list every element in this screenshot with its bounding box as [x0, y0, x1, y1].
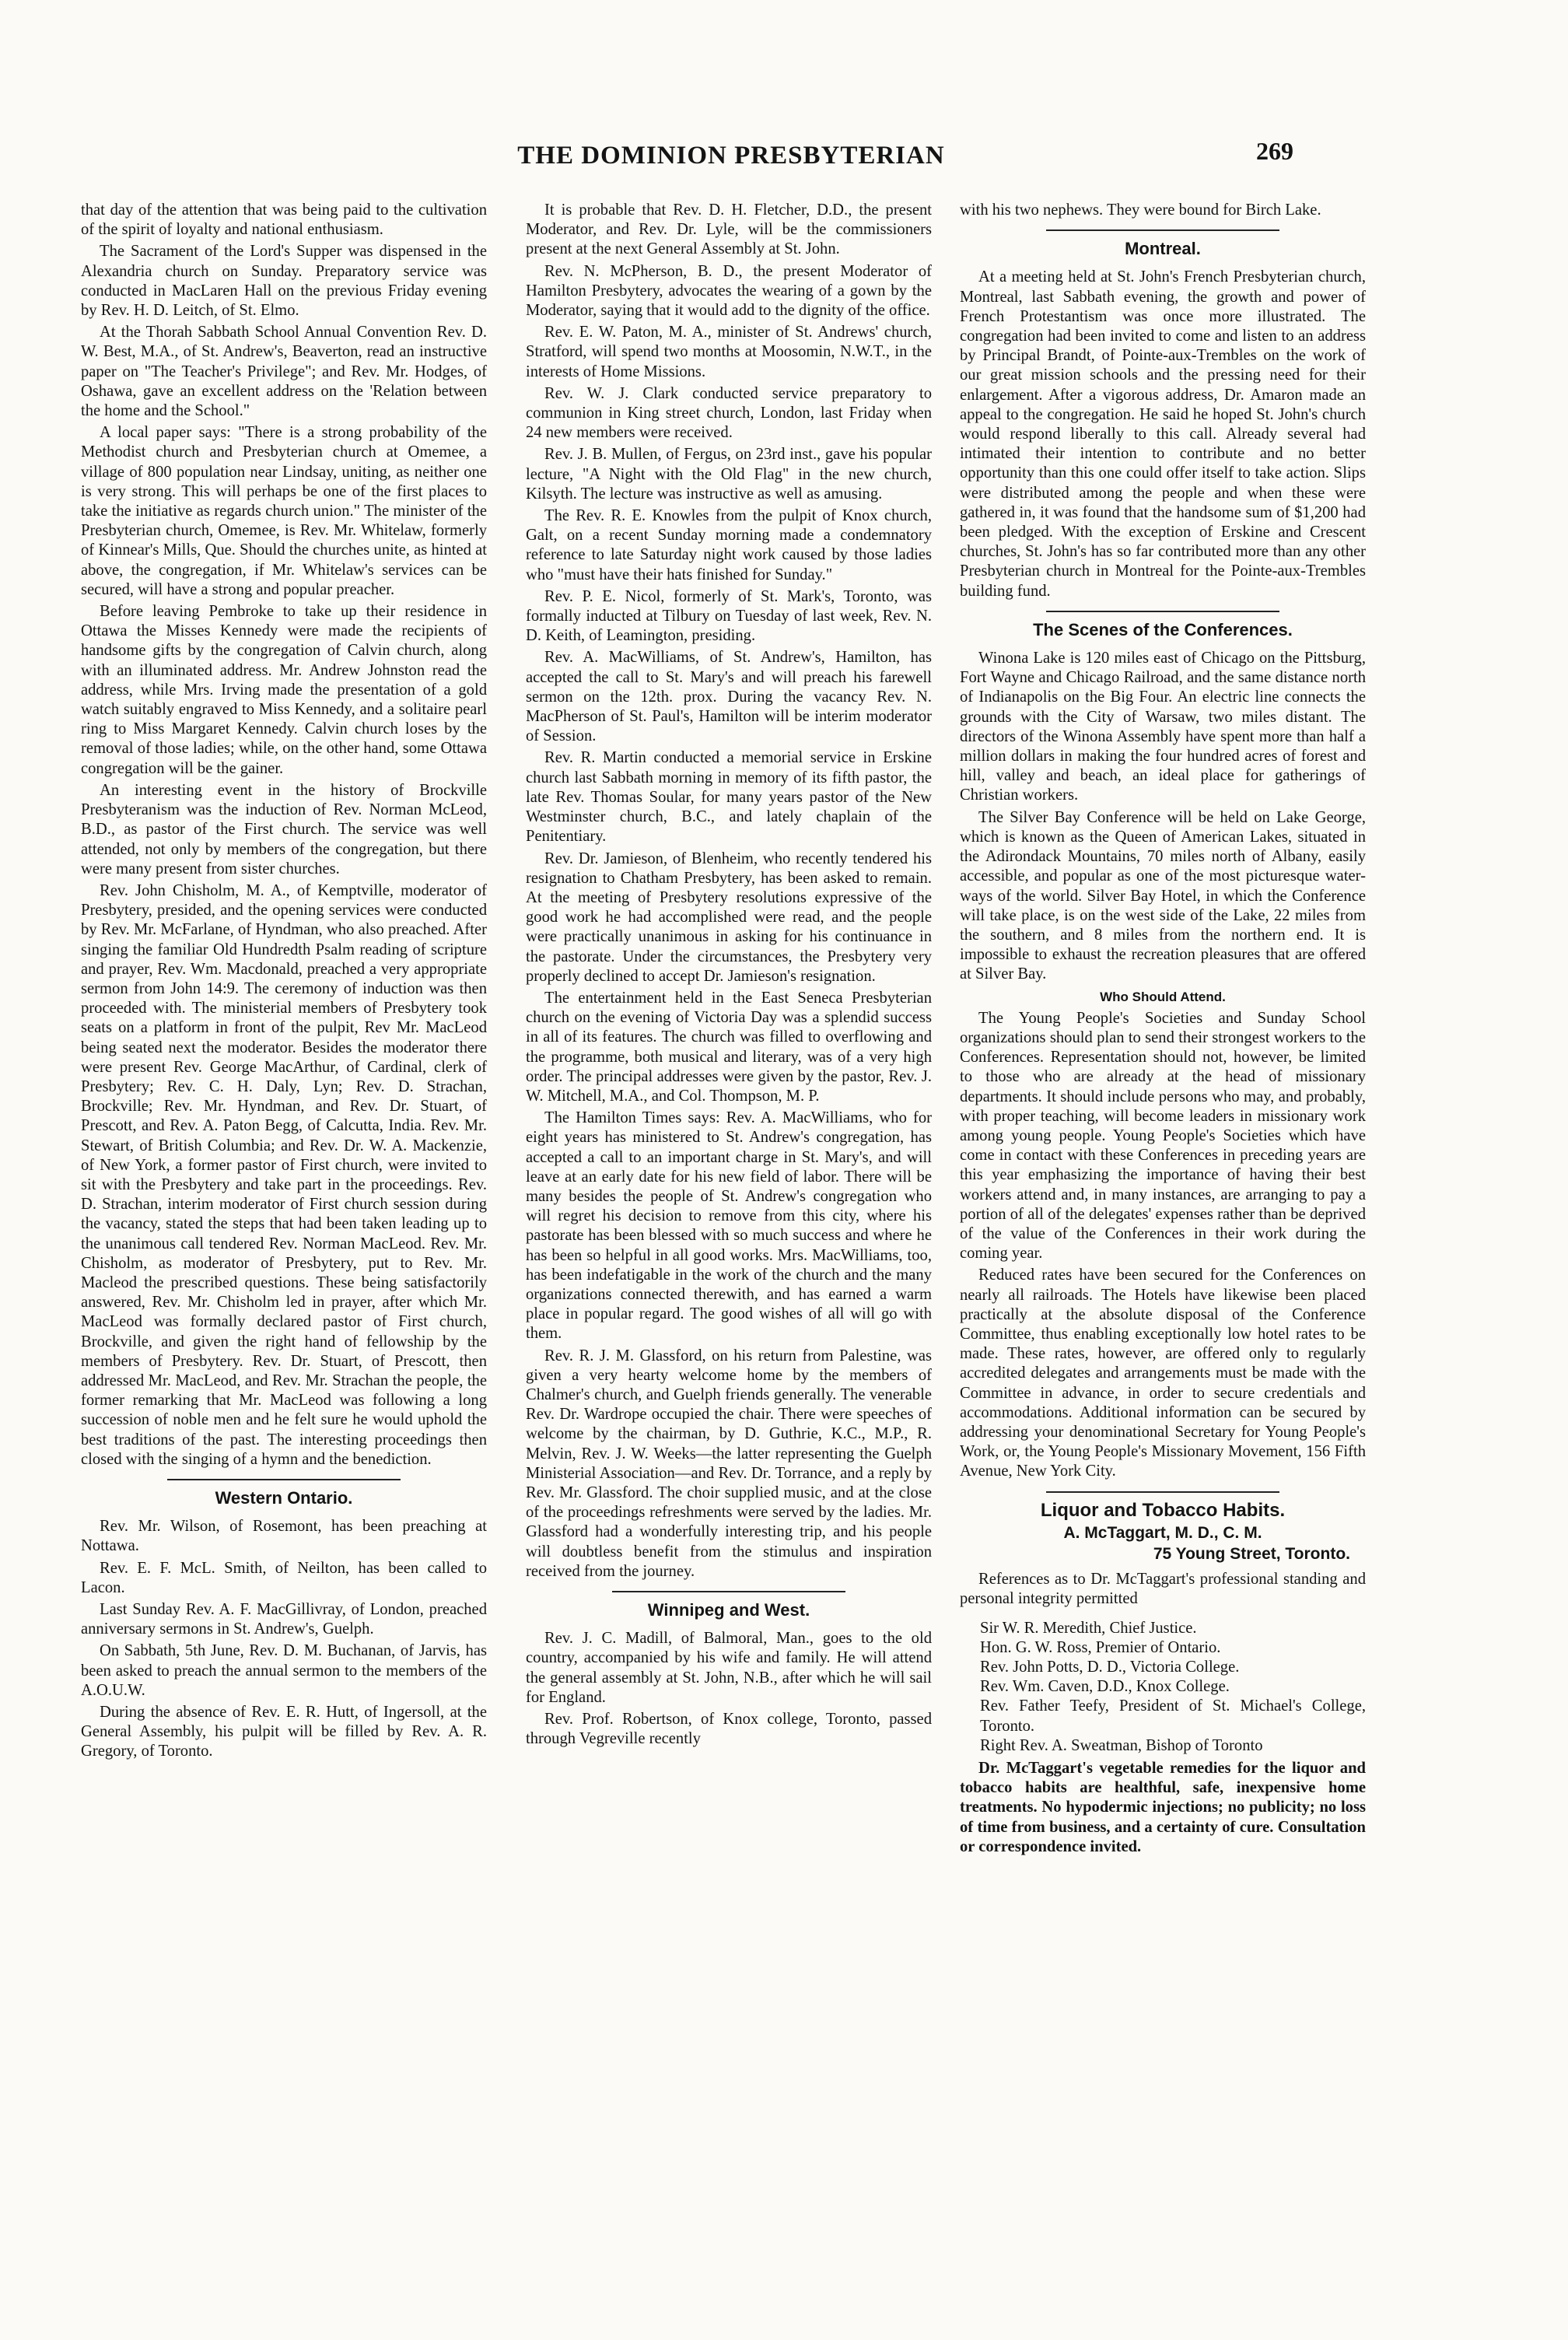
news-paragraph: The Hamilton Times says: Rev. A. MacWilliams, who for eight years has ministered to St. Andrew's congregation, has accepted a call to an important charge in St. Mary's, and will leave at an early date for his new field of labor. There will be many besides the people of St. Andrew's congregation who will regret his decision to remove from this city, where his pastorate has been blessed with so much success and where he has been so helpful in all good works. Mrs. MacWilliams, too, has been indefatigable in the work of the church and the many organizations connected therewith, and has earned a warm place in popular regard. The good wishes of all will go with them. — [526, 1109, 932, 1343]
reference-item: Rev. John Potts, D. D., Victoria College. — [980, 1659, 1240, 1676]
advertisement-rule — [1046, 1491, 1279, 1493]
news-paragraph: Rev. A. MacWilliams, of St. Andrew's, Hamilton, has accepted the call to St. Mary's and will preach his farewell sermon on the 12th. prox. During the vacancy Rev. N. MacPherson of St. Paul's, Hamilton will be interim moderator of Session. — [526, 649, 932, 745]
column-right-articles — [960, 201, 1366, 1482]
reference-item: Rev. Father Teefy, President of St. Michael's College, Toronto. — [980, 1697, 1366, 1735]
column-middle — [526, 201, 932, 1751]
news-paragraph: Rev. R. J. M. Glassford, on his return from Palestine, was given a very hearty welcome home by the members of Chalmer's church, and Guelph friends generally. The venerable Rev. Dr. Wardrope occupied the chair. There were speeches of welcome by the chairman, by D. Guthrie, K.C., M.P., R. Melvin, Rev. J. W. Weeks—the latter representing the Guelph Ministerial Association—and Rev. Dr. Torrance, and a reply by Rev. Mr. Glassford. The choir supplied music, and at the close of the proceedings refreshments were served by the ladies. Mr. Glassford had a wonderfully interesting trip, and his people will doubtless benefit from the stimulus and inspiration received from the journey. — [526, 1347, 932, 1580]
subsection-heading: Who Should Attend. — [1100, 989, 1226, 1004]
news-paragraph: Rev. J. C. Madill, of Balmoral, Man., goes to the old country, accompanied by his wife and family. He will attend the general assembly at St. John, N.B., after which he will sail for England. — [526, 1630, 932, 1706]
advertisement-intro: References as to Dr. McTaggart's professional standing and personal integrity permitted — [960, 1571, 1366, 1608]
reference-item: Sir W. R. Meredith, Chief Justice. — [980, 1619, 1197, 1637]
section-rule — [612, 1591, 845, 1592]
advertisement-doctor-name: A. McTaggart, M. D., C. M. — [1063, 1523, 1262, 1542]
advertisement-reference-list — [980, 1619, 1366, 1756]
reference-item: Right Rev. A. Sweatman, Bishop of Toronto — [980, 1736, 1263, 1754]
section-rule — [1046, 229, 1279, 231]
section-heading: The Scenes of the Conferences. — [1033, 619, 1293, 639]
news-paragraph: Reduced rates have been secured for the Conferences on nearly all railroads. The Hotels have likewise been placed practically at the absolute disposal of the Conference Committee, thus enabling exceptionally low hotel rates to be made. These rates, however, are offered only to regularly accredited delegates and arrangements must be made with the Committee in advance, in order to secure credentials and accommodations. Additional information can be secured by addressing your denominational Secretary for Young People's Work, or, the Young People's Missionary Movement, 156 Fifth Avenue, New York City. — [960, 1266, 1366, 1480]
news-paragraph: On Sabbath, 5th June, Rev. D. M. Buchanan, of Jarvis, has been asked to preach the annual sermon to the members of the A.O.U.W. — [81, 1642, 487, 1699]
section-heading: Montreal. — [1125, 239, 1201, 259]
section-rule — [167, 1479, 401, 1480]
advertisement — [960, 1501, 1366, 1857]
column-left — [81, 201, 487, 1764]
advertisement-address: 75 Young Street, Toronto. — [1153, 1545, 1350, 1563]
news-paragraph: At a meeting held at St. John's French Presbyterian church, Montreal, last Sabbath evening, the growth and power of French Protestantism was once more illustrated. The congregation had been invited to come and listen to an address by Principal Brandt, of Pointe-aux-Trembles on the work of our great mission schools and the pressing need for their enlargement. After a vigorous address, Dr. Amaron made an appeal to the congregation. He said he hoped St. John's church would respond liberally to this call. Already several had intimated their intention to contribute and no better opportunity than this one could offer itself to take action. Slips were distributed among the people and when these were gathered in, it was found that the handsome sum of $1,200 had been pledged. With the exception of Erskine and Crescent churches, St. John's has so far contributed more than any other Presbyterian church in Montreal for the Pointe-aux-Trembles building fund. — [960, 268, 1366, 600]
column-right — [960, 201, 1366, 1859]
news-paragraph: Rev. E. W. Paton, M. A., minister of St. Andrews' church, Stratford, will spend two months at Moosomin, N.W.T., in the interests of Home Missions. — [526, 324, 932, 380]
news-paragraph: Rev. J. B. Mullen, of Fergus, on 23rd inst., gave his popular lecture, "A Night with the Old Flag" in the new church, Kilsyth. The lecture was instructive as well as amusing. — [526, 446, 932, 503]
news-paragraph: that day of the attention that was being paid to the cultivation of the spirit of loyalty and national enthusiasm. — [81, 201, 487, 239]
news-paragraph: Winona Lake is 120 miles east of Chicago on the Pittsburg, Fort Wayne and Chicago Railroad, and the same distance north of Indianapolis on the Big Four. An electric line connects the grounds with the City of Warsaw, two miles distant. The directors of the Winona Assembly have spent more than half a million dollars in making the four hundred acres of forest and hill, valley and beach, an ideal place for gatherings of Christian workers. — [960, 650, 1366, 804]
news-paragraph: The Silver Bay Conference will be held on Lake George, which is known as the Queen of American Lakes, situated in the Adirondack Mountains, 70 miles north of Albany, easily accessible, and popular as one of the most picturesque water-ways of the world. Silver Bay Hotel, in which the Conference will take place, is on the west side of the Lake, 22 miles from the southern, and 8 miles from the northern end. It is impossible to exhaust the recreation pleasures that are offered at Silver Bay. — [960, 808, 1366, 983]
news-paragraph: Rev. Prof. Robertson, of Knox college, Toronto, passed through Vegreville recently — [526, 1711, 932, 1748]
news-paragraph: Rev. R. Martin conducted a memorial service in Erskine church last Sabbath morning in memory of its fifth pastor, the late Rev. Thomas Soular, for many years pastor of the New Westminster church, B.C., and lately chaplain of the Penitentiary. — [526, 749, 932, 846]
news-paragraph: with his two nephews. They were bound for Birch Lake. — [960, 201, 1321, 219]
section-heading: Western Ontario. — [215, 1488, 353, 1508]
news-paragraph: The Rev. R. E. Knowles from the pulpit of Knox church, Galt, on a recent Sunday morning made a condemnatory reference to late Saturday night work caused by those ladies who "must have their hats finished for Sunday." — [526, 507, 932, 583]
advertisement-closing: Dr. McTaggart's vegetable remedies for the liquor and tobacco habits are healthful, safe, inexpensive home treatments. No hypodermic injections; no publicity; no loss of time from business, and a certainty of cure. Consultation or correspondence invited. — [960, 1760, 1366, 1855]
news-paragraph: The Young People's Societies and Sunday School organizations should plan to send their strongest workers to the Conferences. Representation should not, however, be limited to those who are already at the head of missionary departments. It should include persons who may, and probably, with proper teaching, will become leaders in missionary work among young people. Young People's Societies which have come in contact with these Conferences in preceding years are this year emphasizing the importance of having their best workers attend and, in many instances, are arranging to pay a portion of all of the delegates' expenses rather than be deprived of the value of the Conferences in their work during the coming year. — [960, 1009, 1366, 1263]
news-paragraph: At the Thorah Sabbath School Annual Convention Rev. D. W. Best, M.A., of St. Andrew's, Beaverton, read an instructive paper on "The Teacher's Privilege"; and Rev. Mr. Hodges, of Oshawa, gave an excellent address on the 'Relation between the home and the School." — [81, 324, 487, 420]
news-paragraph: An interesting event in the history of Brockville Presbyteranism was the induction of Rev. Norman McLeod, B.D., as pastor of the First church. The service was well attended, not only by members of the congregation, but there were many present from sister churches. — [81, 781, 487, 878]
news-paragraph: Rev. P. E. Nicol, formerly of St. Mark's, Toronto, was formally inducted at Tilbury on Tuesday of last week, Rev. N. D. Keith, of Leamington, presiding. — [526, 587, 932, 645]
news-paragraph: A local paper says: "There is a strong probability of the Methodist church and Presbyterian church at Omemee, a village of 800 population near Lindsay, uniting, as neither one is very strong. This will perhaps be one of the first places to take the initiative as regards church union." The minister of the Presbyterian church, Omemee, is Rev. Mr. Whitelaw, formerly of Kinnear's Mills, Que. Should the churches unite, as hinted at above, the congregation, if Mr. Whitelaw's services can be secured, will have a strong and popular preacher. — [81, 424, 487, 598]
section-rule — [1046, 611, 1279, 612]
reference-item: Rev. Wm. Caven, D.D., Knox College. — [980, 1678, 1230, 1696]
news-paragraph: Rev. W. J. Clark conducted service preparatory to communion in King street church, London, last Friday when 24 new members were received. — [526, 384, 932, 442]
section-heading: Winnipeg and West. — [647, 1600, 810, 1620]
publication-title: THE DOMINION PRESBYTERIAN — [517, 142, 945, 170]
news-paragraph: Before leaving Pembroke to take up their residence in Ottawa the Misses Kennedy were made the recipients of handsome gifts by the congregation of Calvin church, along with an illuminated address. Mr. Andrew Johnston read the address, while Mrs. Irving made the presentation of a gold watch suitably engraved to Miss Kennedy, and a solitaire pearl ring to Miss Margaret Kennedy. Calvin church loses by the removal of those ladies; while, on the other hand, some Ottawa congregation will be the gainer. — [81, 603, 487, 777]
news-paragraph: Rev. John Chisholm, M. A., of Kemptville, moderator of Presbytery, presided, and the opening services were conducted by Rev. Mr. McFarlane, of Hyndman, who also preached. After singing the familiar Old Hundredth Psalm reading of scripture and prayer, Rev. Wm. Macdonald, preached a very appropriate sermon from John 14:9. The ceremony of induction was then proceeded with. The ministerial members of Presbytery took seats on a platform in front of the pulpit, Rev Mr. MacLeod being seated next the moderator. Besides the moderator there were present Rev. George MacArthur, of Cardinal, clerk of Presbytery; Rev. C. H. Daly, Lyn; Rev. D. Strachan, Brockville; Rev. Mr. Hyndman, and Rev. Dr. Stuart, of Prescott, and Rev. A. Paton Begg, of Calcutta, India. Rev. Mr. Stewart, of British Columbia; and Rev. Dr. W. A. Mackenzie, of New York, a former pastor of First church, were invited to sit with the Presbytery and take part in the proceedings. Rev. D. Strachan, interim moderator of First church session during the vacancy, stated the steps that had been taken leading up to the unanimous call tendered Rev. Norman MacLeod. Rev. Mr. Chisholm, as moderator of Presbytery, put to Rev. Mr. Macleod the prescribed questions. These being satisfactorily answered, Rev. Mr. Chisholm led in prayer, after which Mr. MacLeod was formally declared pastor of First church, Brockville, and given the right hand of fellowship by the members of Presbytery. Rev. Dr. Stuart, of Prescott, then addressed Mr. MacLeod, and Rev. Mr. Strachan the people, the former remarking that Mr. MacLeod was following a long succession of noble men and he felt sure he would uphold the best traditions of the past. The interesting proceedings then closed with the singing of a hymn and the benediction. — [81, 881, 487, 1468]
advertisement-title: Liquor and Tobacco Habits. — [1040, 1499, 1286, 1521]
news-paragraph: Rev. Mr. Wilson, of Rosemont, has been preaching at Nottawa. — [81, 1518, 487, 1555]
news-paragraph: Rev. Dr. Jamieson, of Blenheim, who recently tendered his resignation to Chatham Presbytery, has been asked to remain. At the meeting of Presbytery resolutions expressive of the good work he had accomplished were read, and the people were practically unanimous in asking for his continuance in the pastorate. Under the circumstances, the Presbytery very properly declined to accept Dr. Jamieson's resignation. — [526, 849, 932, 985]
news-paragraph: Last Sunday Rev. A. F. MacGillivray, of London, preached anniversary sermons in St. Andrew's, Guelph. — [81, 1601, 487, 1638]
reference-item: Hon. G. W. Ross, Premier of Ontario. — [980, 1638, 1221, 1656]
news-paragraph: It is probable that Rev. D. H. Fletcher, D.D., the present Moderator, and Rev. Dr. Lyle, will be the commissioners present at the next General Assembly at St. John. — [526, 201, 932, 258]
news-paragraph: Rev. E. F. McL. Smith, of Neilton, has been called to Lacon. — [81, 1559, 487, 1596]
news-paragraph: The entertainment held in the East Seneca Presbyterian church on the evening of Victoria Day was a splendid success in all of its features. The church was filled to overflowing and the programme, both musical and literary, was of a very high order. The principal addresses were given by the pastor, Rev. J. W. Mitchell, M.A., and Col. Thompson, M. P. — [526, 989, 932, 1105]
news-paragraph: During the absence of Rev. E. R. Hutt, of Ingersoll, at the General Assembly, his pulpit will be filled by Rev. A. R. Gregory, of Toronto. — [81, 1704, 487, 1760]
news-paragraph: The Sacrament of the Lord's Supper was dispensed in the Alexandria church on Sunday. Preparatory service was conducted in MacLaren Hall on the previous Friday evening by Rev. H. D. Leitch, of St. Elmo. — [81, 243, 487, 320]
news-paragraph: Rev. N. McPherson, B. D., the present Moderator of Hamilton Presbytery, advocates the wearing of a gown by the Moderator, saying that it would add to the dignity of the office. — [526, 262, 932, 320]
page-number: 269 — [1256, 137, 1293, 165]
